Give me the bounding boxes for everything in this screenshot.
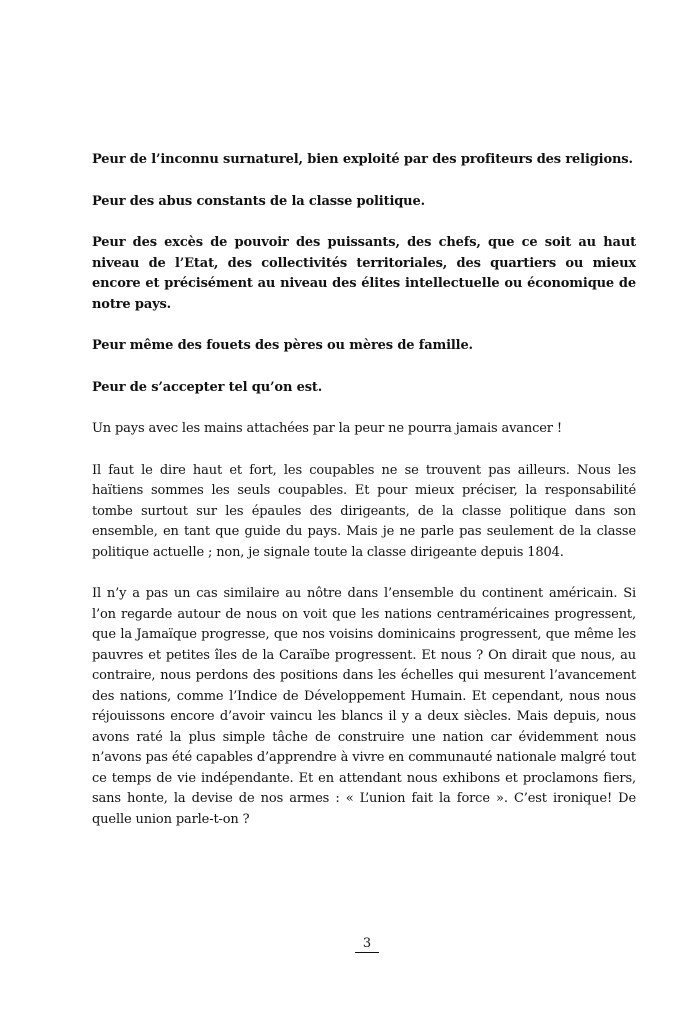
- paragraph-fear-political-abuse: Peur des abus constants de la classe politique.: [92, 193, 425, 209]
- paragraph-culprits: Il faut le dire haut et fort, les coupables ne se trouvent pas ailleurs. Nous les haïtiens sommes les seuls coupables. Et pour mieux préciser, la responsabilité tombe surtout sur les épaules des dirigeants, de la classe politique dans son ensemble, en tant que guide du pays. Mais je ne parle pas seulement de la classe politique actuelle ; non, je signale toute la classe dirigeante depuis 1804.: [92, 462, 636, 560]
- paragraph-country-fear: Un pays avec les mains attachées par la peur ne pourra jamais avancer !: [92, 421, 562, 436]
- paragraph-continent-comparison: Il n’y a pas un cas similaire au nôtre dans l’ensemble du continent américain. Si l’on regarde autour de nous on voit que les nations centraméricaines progressent, que la Jamaïque progresse, que nos voisins dominicains progressent, que même les pauvres et petites îles de la Caraïbe progressent. Et nous ? On dirait que nous, au contraire, nous perdons des positions dans les échelles qui mesurent l’avancement des nations, comme l’Indice de Développement Humain. Et cependant, nous nous réjouissons encore d’avoir vaincu les blancs il y a deux siècles. Mais depuis, nous avons raté la plus simple tâche de construire une nation car évidemment nous n’avons pas été capables d’apprendre à vivre en communauté nationale malgré tout ce temps de vie indépendante. Et en attendant nous exhibons et proclamons fiers, sans honte, la devise de nos armes : « L’union fait la force ». C’est ironique! De quelle union parle-t-on ?: [92, 586, 636, 827]
- paragraph-fear-power-excess: Peur des excès de pouvoir des puissants, des chefs, que ce soit au haut niveau de l’Etat, des collectivités territoriales, des quartiers ou mieux encore et précisément au niveau des élites intellectuelle ou économique de notre pays.: [92, 235, 636, 312]
- paragraph-fear-family: Peur même des fouets des pères ou mères de famille.: [92, 338, 473, 353]
- page-number: 3: [355, 936, 379, 953]
- page-footer: [0, 936, 700, 953]
- paragraph-fear-supernatural: Peur de l’inconnu surnaturel, bien exploité par des profiteurs des religions.: [92, 152, 633, 167]
- paragraph-fear-self-acceptance: Peur de s’accepter tel qu’on est.: [92, 379, 323, 395]
- document-body: [92, 150, 636, 851]
